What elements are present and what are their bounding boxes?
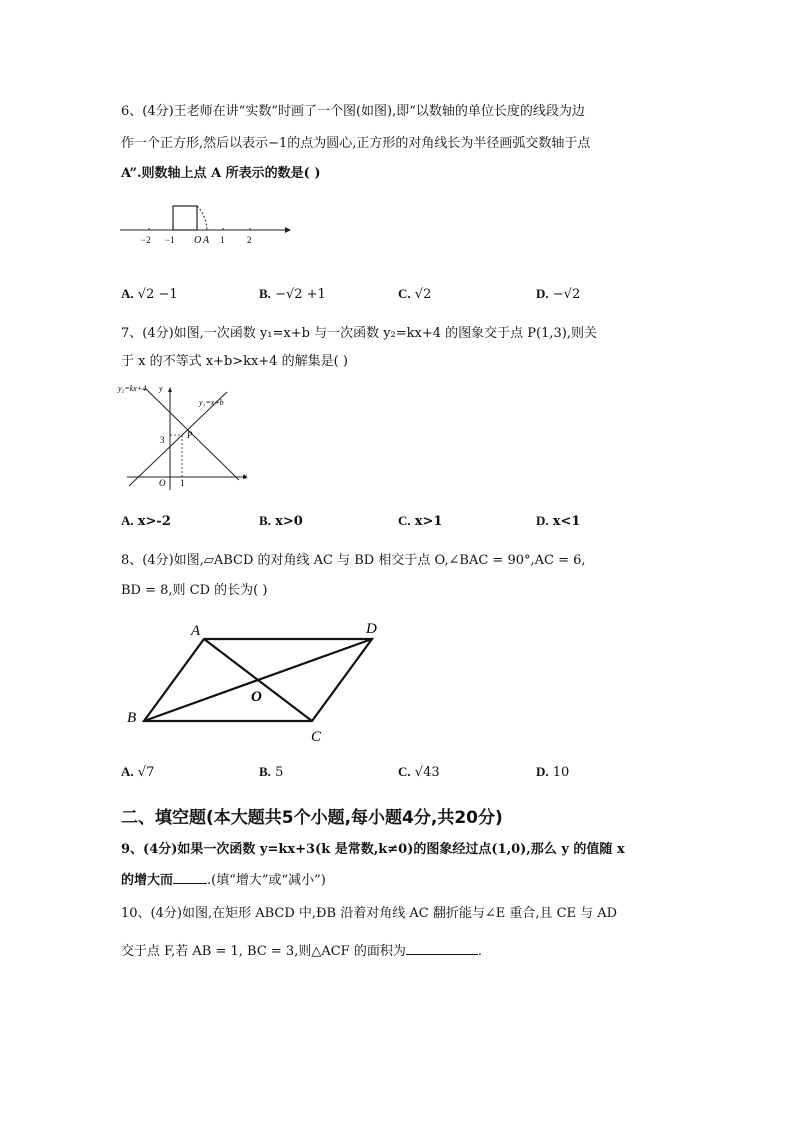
q6-option-d[interactable]: D. −√2 (536, 286, 581, 302)
q8-option-b[interactable]: B. 5 (259, 764, 284, 780)
q8-option-a[interactable]: A. √7 (121, 764, 155, 780)
q8-line-2: BD = 8,则 CD 的长为( ) (121, 583, 268, 598)
q8-fig-label-d: D (366, 621, 377, 637)
q6-option-c[interactable]: C. √2 (398, 286, 432, 302)
q7-fig-label-y: y (159, 384, 163, 393)
q8-fig-label-o: O (251, 689, 262, 705)
q7-line-2: 于 x 的不等式 x+b>kx+4 的解集是( ) (121, 354, 348, 369)
q7-fig-label-o: O (159, 478, 166, 488)
q7-line-1: 7、(4分)如图,一次函数 y₁=x+b 与一次函数 y₂=kx+4 的图象交于点 P(1,3),则关 (121, 326, 597, 341)
q7-fig-label-1: 1 (180, 478, 185, 488)
q6-fig-label-a: A (203, 235, 210, 246)
q7-option-c[interactable]: C. x>1 (398, 513, 443, 529)
q6-line-2: 作一个正方形,然后以表示−1的点为圆心,正方形的对角线长为半径画弧交数轴于点 (121, 136, 591, 151)
q8-fig-label-c: C (311, 729, 322, 745)
q7-option-b[interactable]: B. x>0 (259, 513, 303, 529)
section-2-title: 二、填空题(本大题共5个小题,每小题4分,共20分) (121, 808, 503, 828)
q8-fig-label-b: B (127, 710, 137, 726)
q6-line-3: A”.则数轴上点 A 所表示的数是( ) (121, 166, 321, 181)
q10-answer-blank[interactable] (406, 942, 478, 955)
q6-fig-label-o: O (194, 235, 202, 246)
q8-fig-label-a: A (191, 623, 201, 639)
q7-fig-label-p: P (187, 430, 193, 440)
q7-fig-label-3: 3 (160, 435, 165, 445)
q8-option-d[interactable]: D. 10 (536, 764, 570, 780)
q9-answer-blank[interactable] (173, 871, 207, 884)
q7-fig-label-x: x (243, 471, 247, 481)
q6-fig-label-1: 1 (220, 235, 225, 245)
q6-line-1: 6、(4分)王老师在讲“实数”时画了一个图(如图),即“以数轴的单位长度的线段为边 (121, 104, 585, 119)
q9-line-1: 9、(4分)如果一次函数 y=kx+3(k 是常数,k≠0)的图象经过点(1,0),那么 y 的值随 x (121, 842, 625, 857)
q8-line-1: 8、(4分)如图,▱ABCD 的对角线 AC 与 BD 相交于点 O,∠BAC = 90°,AC = 6, (121, 553, 586, 568)
q8-parallelogram-figure (120, 615, 390, 745)
q6-number-line-figure (110, 195, 300, 250)
q6-option-b[interactable]: B. −√2 +1 (259, 286, 326, 302)
q8-option-c[interactable]: C. √43 (398, 764, 440, 780)
q7-option-a[interactable]: A. x>-2 (121, 513, 171, 529)
q6-option-a[interactable]: A. √2 −1 (121, 286, 178, 302)
q9-line-2: 的增大而 .(填“增大”或“减小”) (121, 873, 326, 888)
q6-fig-label-neg2: −2 (141, 235, 151, 245)
q6-fig-label-neg1: −1 (165, 235, 175, 245)
q7-graph-figure (115, 380, 255, 492)
q7-fig-label-y1: y₁=x+b (199, 398, 224, 407)
q7-option-d[interactable]: D. x<1 (536, 513, 581, 529)
q7-fig-label-y2: y₂=kx+4 (118, 384, 147, 393)
q10-line-1: 10、(4分)如图,在矩形 ABCD 中,ÐB 沿着对角线 AC 翻折能与∠E 重合,且 CE 与 AD (121, 906, 618, 921)
q10-line-2: 交于点 F,若 AB = 1, BC = 3,则△ACF 的面积为 . (121, 944, 482, 959)
q6-fig-label-2: 2 (247, 235, 252, 245)
